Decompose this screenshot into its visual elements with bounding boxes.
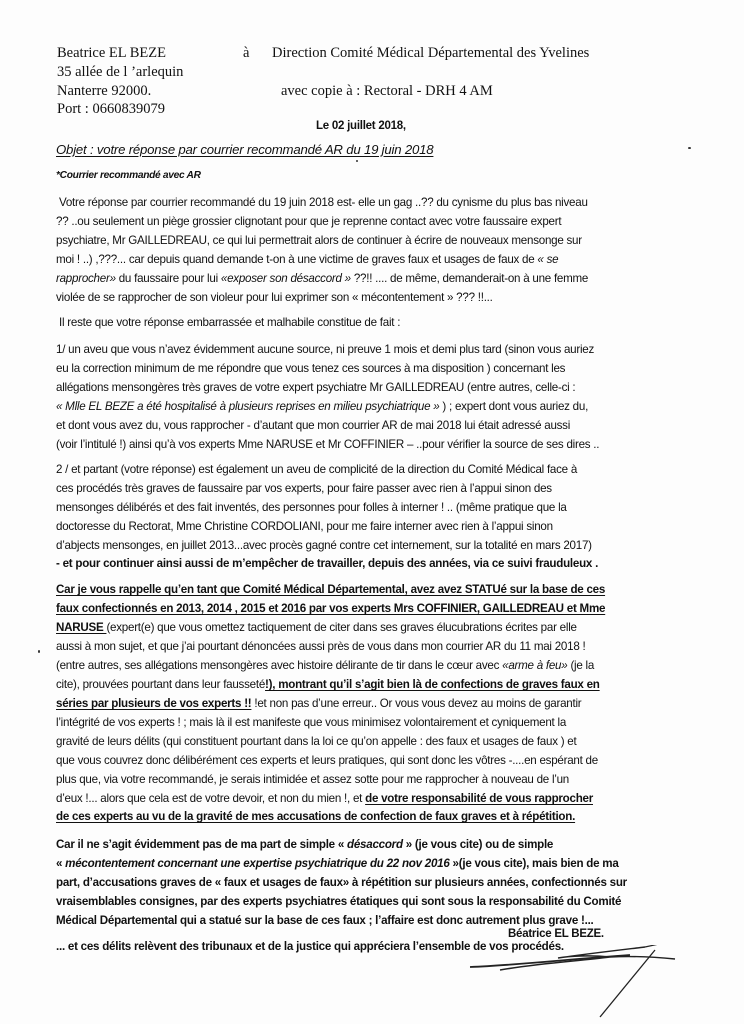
letter-subject: Objet : votre réponse par courrier recommandé AR du 19 juin 2018 xyxy=(56,142,434,157)
paragraph-line: doctoresse du Rectorat, Mme Christine CORDOLIANI, pour me faire interner avec rien à l’appui sinon xyxy=(56,520,553,533)
paragraph-line: aussi à mon sujet, et que j’ai pourtant dénoncées aussi près de vous dans mon courrier AR du 11 mai 2018 ! xyxy=(56,640,586,653)
quote-run: «exposer son désaccord » xyxy=(220,272,351,285)
sender-phone: Port : 0660839079 xyxy=(57,101,165,117)
paragraph-line xyxy=(56,838,553,851)
paragraph-line xyxy=(56,792,593,805)
paragraph-line: l’intégrité de vos experts ! ; mais là il est manifeste que vous minimisez volontairement et cyniquement la xyxy=(56,716,567,729)
scan-speck xyxy=(688,147,691,149)
paragraph-line xyxy=(56,253,558,266)
scan-speck xyxy=(356,160,358,162)
paragraph-line: 1/ un aveu que vous n’avez évidemment aucune source, ni preuve 1 mois et demi plus tard (sinon vous auriez xyxy=(56,343,595,356)
paragraph-line: (voir l’intitulé !) ainsi qu’à vos experts Mme NARUSE et Mr COFFINIER – ..pour vérifier la source de ses dires .. xyxy=(56,438,600,451)
paragraph-line xyxy=(56,678,600,691)
emphasis-run: NARUSE xyxy=(56,621,107,634)
emphasis-run: séries par plusieurs de vos experts !! xyxy=(56,697,252,710)
letter-date: Le 02 juillet 2018, xyxy=(316,120,406,132)
paragraph-line: violée de se rapprocher de son violeur pour lui exprimer son « mécontentement » ??? !!... xyxy=(56,291,493,304)
recipient-copy: avec copie à : Rectoral - DRH 4 AM xyxy=(281,83,493,99)
paragraph-line: plus que, via votre recommandé, je serais intimidée et assez sotte pour me rapprocher à nouveau de l’un xyxy=(56,773,570,786)
paragraph-line: - et pour continuer ainsi aussi de m’empêcher de travailler, depuis des années, via ce suivi frauduleux . xyxy=(56,557,599,570)
text-run: (je la xyxy=(567,659,595,672)
text-run: (entre autres, ses allégations mensongères avec histoire délirante de tir dans le cœur avec xyxy=(56,659,503,672)
paragraph-line: gravité de leurs délits (qui constituent pourtant dans la loi ce qu’on appelle : des faux et usages de faux ) et xyxy=(56,735,577,748)
paragraph-line: ces procédés très graves de faussaire par vos experts, pour faire passer avec rien à l’appui sinon des xyxy=(56,482,552,495)
emphasis-run: de votre responsabilité de vous rapprocher xyxy=(365,792,593,805)
text-run: » (je vous cite) ou de simple xyxy=(402,838,554,851)
paragraph-line: 2 / et partant (votre réponse) est également un aveu de complicité de la direction du Comité Médical face à xyxy=(56,463,578,476)
paragraph-line: vraisemblables consignes, par des experts psychiatres étatiques qui sont sous la responsabilité du Comité xyxy=(56,895,622,908)
recipient-name: Direction Comité Médical Départemental des Yvelines xyxy=(272,45,590,61)
text-run: d’eux !... alors que cela est de votre devoir, et non du mien !, et xyxy=(56,792,366,805)
paragraph-line xyxy=(56,857,619,870)
paragraph-line: part, d’accusations graves de « faux et usages de faux» à répétition sur plusieurs années, confectionnés sur xyxy=(56,876,627,889)
paragraph-line xyxy=(56,621,577,634)
text-run: ) ; expert dont vous auriez du, xyxy=(439,400,589,413)
paragraph-line: allégations mensongères très graves de votre expert psychiatre Mr GAILLEDREAU (entre autres, celle-ci : xyxy=(56,381,576,394)
quote-run: mécontentement concernant une expertise psychiatrique du 22 nov 2016 xyxy=(65,857,450,870)
quote-run: « Mlle EL BEZE a été hospitalisé à plusieurs reprises en milieu psychiatrique » xyxy=(56,400,440,413)
recipient-prefix: à xyxy=(243,45,250,61)
quote-run: désaccord xyxy=(347,838,403,851)
text-run: moi ! ..) ,???... car depuis quand demande t-on à une victime de graves faux et usages de faux de xyxy=(56,253,538,266)
text-run: « xyxy=(56,857,66,870)
text-run: du faussaire pour lui xyxy=(115,272,221,285)
handwritten-signature xyxy=(460,945,700,1020)
paragraph-line xyxy=(56,400,588,413)
text-run: »(je vous cite), mais bien de ma xyxy=(449,857,619,870)
paragraph-line: que vous couvrez donc délibérément ces experts et leurs pratiques, qui sont donc les vôtres -....en espérant de xyxy=(56,754,598,767)
text-run: !et non pas d’une erreur.. Or vous vous devez au moins de garantir xyxy=(251,697,582,710)
paragraph-line: Votre réponse par courrier recommandé du 19 juin 2018 est- elle un gag ..?? du cynisme du plus bas niveau xyxy=(59,196,588,209)
paragraph-line xyxy=(56,272,588,285)
quote-run: rapprocher» xyxy=(56,272,116,285)
paragraph-line: Car je vous rappelle qu’en tant que Comité Médical Départemental, avez avez STATUé sur la base de ces xyxy=(56,583,606,596)
text-run: Car il ne s’agit évidemment pas de ma part de simple « xyxy=(56,838,348,851)
paragraph-line: et dont vous avez du, vous rapprocher - d’autant que mon courrier AR de mai 2018 lui était adressé aussi xyxy=(56,419,571,432)
paragraph-2: Il reste que votre réponse embarrassée et malhabile constitue de fait : xyxy=(59,316,401,329)
paragraph-line xyxy=(56,697,581,710)
paragraph-line: d’abjects mensonges, en juillet 2013...avec procès gagné contre cet internement, sur la totalité en mars 2017) xyxy=(56,539,592,552)
emphasis-run: !), montrant qu’il s’agit bien là de confections de graves faux en xyxy=(265,678,600,691)
sender-name: Beatrice EL BEZE xyxy=(57,45,166,61)
sender-address-city: Nanterre 92000. xyxy=(57,83,152,99)
paragraph-line: Médical Départemental qui a statué sur la base de ces faux ; l’affaire est donc autrement plus grave !... xyxy=(56,914,594,927)
paragraph-line: ?? ..ou seulement un piège grossier clignotant pour que je reprenne contact avec votre faussaire expert xyxy=(56,215,562,228)
quote-run: «arme à feu» xyxy=(502,659,568,672)
quote-run: « se xyxy=(537,253,559,266)
text-run: cite), prouvées pourtant dans leur fausseté xyxy=(56,678,266,691)
delivery-mode: *Courrier recommandé avec AR xyxy=(56,170,201,181)
paragraph-line: eu la correction minimum de me répondre que vous tenez ces sources à ma disposition ) concernant les xyxy=(56,362,566,375)
paragraph-line: mensonges délibérés et des fait inventés, des personnes pour folles à interner ! .. (même pratique que la xyxy=(56,501,567,514)
text-run: (expert(e) que vous omettez tactiquement de citer dans ses graves élucubrations écrites par elle xyxy=(106,621,577,634)
paragraph-line: psychiatre, Mr GAILLEDREAU, ce qui lui permettrait alors de continuer à écrire de nouveaux mensonge sur xyxy=(56,234,582,247)
sender-address-street: 35 allée de l ’arlequin xyxy=(57,64,184,80)
scan-speck xyxy=(38,650,40,653)
paragraph-line: de ces experts au vu de la gravité de mes accusations de confection de faux graves et à répétition. xyxy=(56,810,576,823)
signature-name: Béatrice EL BEZE. xyxy=(508,928,604,940)
paragraph-line xyxy=(56,659,594,672)
paragraph-line: faux confectionnés en 2013, 2014 , 2015 et 2016 par vos experts Mrs COFFINIER, GAILLEDREAU et Mme xyxy=(56,602,606,615)
paragraph-7: ... et ces délits relèvent des tribunaux et de la justice qui appréciera l’ensemble de vos procédés. xyxy=(56,940,564,953)
text-run: ??!! .... de même, demanderait-on à une femme xyxy=(350,272,589,285)
